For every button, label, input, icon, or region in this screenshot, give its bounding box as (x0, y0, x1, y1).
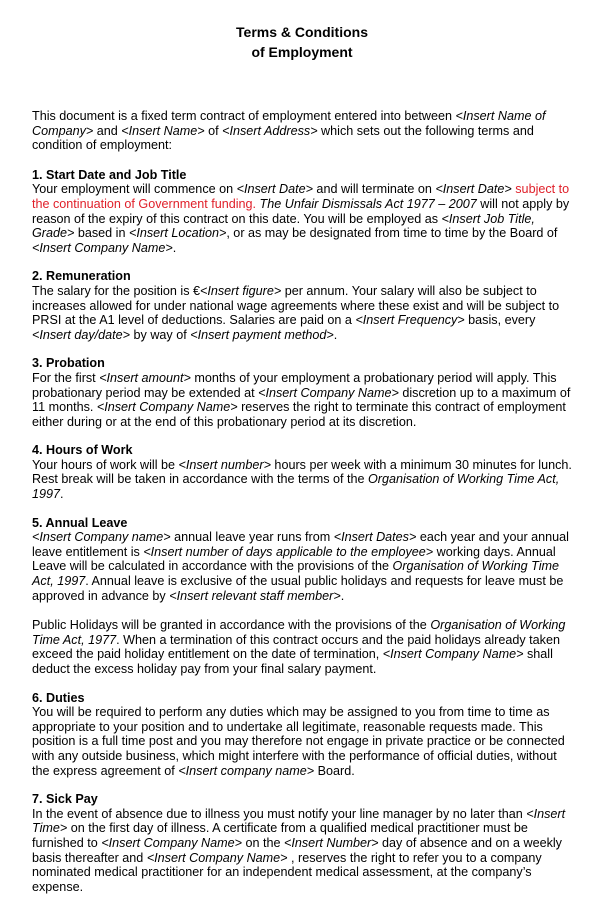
section-heading: 3. Probation (32, 356, 105, 371)
body-text: You will be required to perform any duties which may be assigned to you from time to time as appropriate to your position and to undertake all legitimate, reasonable requests made. This position is a full time post and you may therefore not engage in private practice or be connected with any outside business, which might interfere with the performance of official duties, without the express agreement of (32, 705, 565, 778)
placeholder-text: <Insert Dates> (333, 530, 417, 545)
placeholder-text: The Unfair Dismissals Act 1977 – 2007 (259, 196, 477, 211)
body-text: of (204, 123, 223, 138)
section-heading: 2. Remuneration (32, 269, 131, 284)
placeholder-text: <Insert Address> (222, 123, 318, 138)
placeholder-text: <Insert Job Title, Grade> (32, 211, 535, 241)
placeholder-text: <Insert Company Name> (382, 647, 524, 662)
body-text: based in (74, 226, 129, 241)
highlighted-text: subject to the continuation of Government funding. (32, 182, 570, 211)
placeholder-text: <Insert Name of Company> (32, 109, 546, 138)
body-text: hours per week with a minimum 30 minutes for lunch. Rest break will be taken in accordance with the terms of the (32, 457, 572, 487)
section-paragraph (32, 807, 572, 895)
placeholder-text: Organisation of Working Time Act, 1977 (32, 618, 566, 647)
body-text: which sets out the following terms and condition of employment: (32, 123, 534, 153)
section-paragraph (32, 618, 572, 676)
section-1 (32, 168, 572, 256)
placeholder-text: <Insert Date> (236, 182, 313, 197)
body-text: and will terminate on (312, 182, 436, 197)
section-paragraph (32, 182, 572, 255)
section-7 (32, 792, 572, 894)
body-text: . (172, 240, 177, 255)
body-text: day of absence and on a weekly basis thereafter and (32, 835, 562, 865)
placeholder-text: <Insert relevant staff member> (169, 588, 341, 603)
placeholder-text: <Insert Company Name> (32, 240, 173, 255)
body-text: The salary for the position is € (32, 283, 200, 298)
section-paragraph (32, 705, 572, 778)
body-text: and (93, 123, 122, 138)
body-text: , reserves the right to refer you to a company nominated medical practitioner for an independent medical assessment, at the company’s expense. (32, 850, 542, 894)
placeholder-text: <Insert Company Name> (146, 850, 288, 865)
body-text: per annum. Your salary will also be subject to increases allowed for under national wage agreements where these exist and will be subject to PRSI at the A1 level of deductions. Salaries are paid on a (32, 283, 560, 328)
section-paragraph (32, 371, 572, 429)
section-paragraph (32, 284, 572, 342)
body-text: annual leave year runs from (170, 530, 334, 545)
section-6 (32, 691, 572, 779)
section-paragraph (32, 458, 572, 502)
sections-container (32, 168, 572, 895)
placeholder-text: <Insert number> (178, 457, 271, 472)
placeholder-text: <Insert Frequency> (355, 313, 465, 328)
document-title (32, 22, 572, 62)
placeholder-text: <Insert Date> (435, 182, 512, 197)
placeholder-text: <Insert Name> (121, 123, 205, 138)
body-text: months of your employment a probationary period will apply. This probationary period may be extended at (32, 370, 557, 400)
placeholder-text: <Insert Company Name> (258, 385, 399, 400)
placeholder-text: <Insert Time> (32, 806, 566, 836)
placeholder-text: <Insert figure> (200, 283, 282, 298)
body-text: reserves the right to terminate this contract of employment either during or at the end of this probationary period at its discretion. (32, 400, 566, 429)
placeholder-text: Organisation of Working Time Act, 1997 (32, 472, 560, 502)
body-text: . When a termination of this contract occurs and the paid holidays already taken exceed the paid holiday entitlement on the date of termination, (32, 632, 560, 662)
body-text: . (333, 327, 338, 342)
placeholder-text: <Insert day/date> (32, 327, 131, 342)
section-heading: 7. Sick Pay (32, 792, 98, 807)
placeholder-text: <Insert number of days applicable to the employee> (143, 544, 434, 559)
body-text: basis, every (464, 313, 536, 328)
placeholder-text: <Insert Company name> (32, 530, 171, 545)
section-heading: 4. Hours of Work (32, 443, 133, 458)
title-line-2: of Employment (251, 44, 353, 60)
placeholder-text: <Insert Company Name> (96, 400, 238, 415)
section-heading: 5. Annual Leave (32, 515, 128, 530)
placeholder-text: <Insert Location> (128, 226, 227, 241)
section-paragraph (32, 530, 572, 603)
body-text: , or as may be designated from time to time by the Board of (226, 226, 558, 241)
section-4 (32, 443, 572, 501)
section-2 (32, 269, 572, 342)
section-5 (32, 516, 572, 677)
placeholder-text: <Insert company name> (178, 763, 315, 778)
body-text: will not apply by reason of the expiry of this contract on this date. You will be employed as (32, 196, 570, 226)
body-text: For the first (32, 370, 100, 385)
body-text: discretion up to a maximum of 11 months. (32, 385, 571, 415)
body-text: Board. (314, 763, 355, 778)
body-text: . (60, 487, 64, 502)
body-text: on the first day of illness. A certificate from a qualified medical practitioner must be furnished to (32, 821, 528, 850)
body-text: each year and your annual leave entitlement is (32, 530, 569, 559)
body-text: In the event of absence due to illness you must notify your line manager by no later than (32, 806, 527, 821)
body-text: Your hours of work will be (32, 457, 179, 472)
body-text: on the (242, 835, 285, 850)
section-heading: 6. Duties (32, 690, 85, 705)
body-text: Your employment will commence on (32, 182, 237, 197)
placeholder-text: <Insert Number> (284, 835, 379, 850)
section-3 (32, 356, 572, 429)
body-text: working days. Annual Leave will be calculated in accordance with the provisions of the (32, 544, 556, 574)
body-text: . Annual leave is exclusive of the usual public holidays and requests for leave must be approved in advance by (32, 574, 564, 603)
title-line-1: Terms & Conditions (236, 24, 368, 40)
body-text: This document is a fixed term contract of employment entered into between (32, 109, 456, 123)
body-text: . (340, 588, 345, 603)
placeholder-text: <Insert amount> (99, 370, 191, 385)
body-text: shall deduct the excess holiday pay from your final salary payment. (32, 647, 553, 676)
placeholder-text: Organisation of Working Time Act, 1997 (32, 559, 559, 589)
section-heading: 1. Start Date and Job Title (32, 167, 187, 182)
intro-paragraph (32, 109, 572, 153)
body-text: Public Holidays will be granted in accordance with the provisions of the (32, 618, 431, 633)
placeholder-text: <Insert payment method> (190, 327, 334, 342)
body-text: by way of (130, 327, 191, 342)
placeholder-text: <Insert Company Name> (101, 835, 243, 850)
